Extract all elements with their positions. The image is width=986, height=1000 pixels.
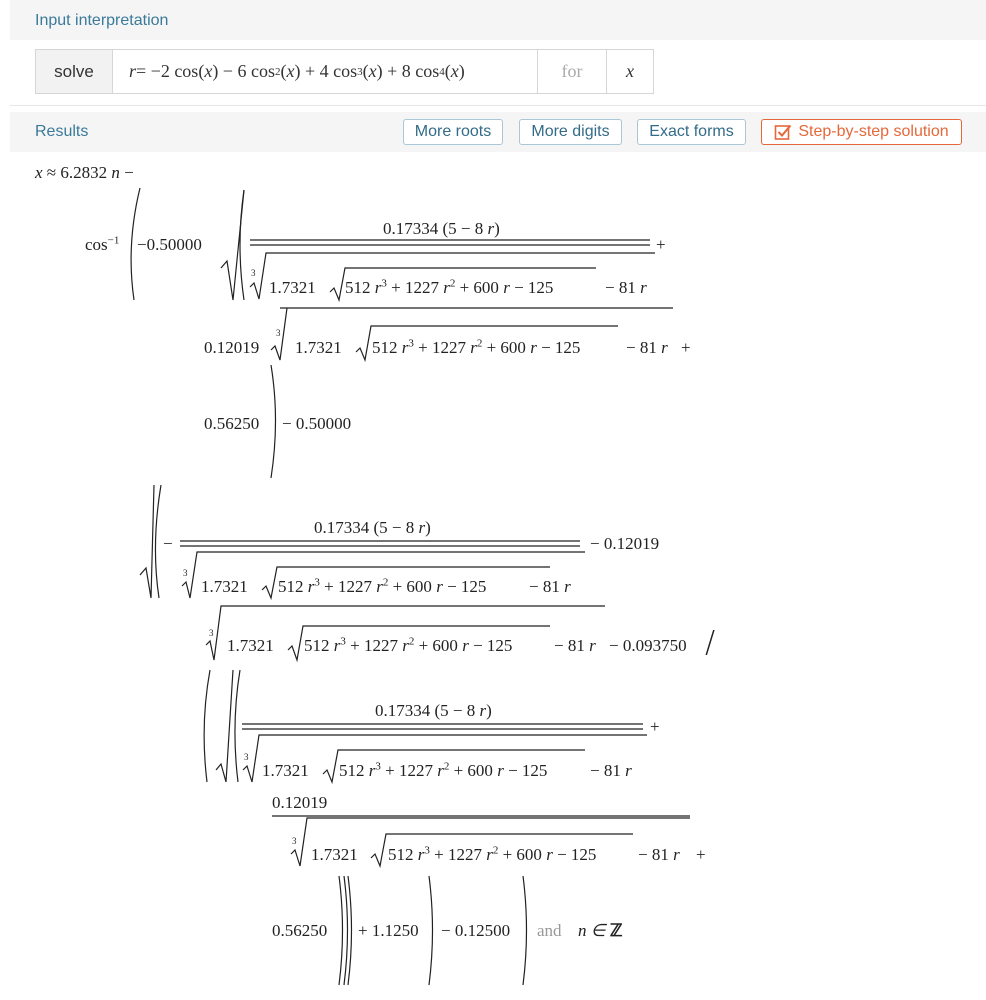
var-r: r (503, 278, 510, 297)
variable-cell: x (626, 61, 634, 81)
term: − 81 (590, 761, 626, 780)
eq-part: ( (444, 61, 451, 81)
division-slash: / (705, 625, 716, 660)
radical-sign (323, 750, 585, 782)
paren-left (235, 670, 240, 782)
coef-012019: 0.12019 (204, 338, 260, 357)
results-pod-title: Results (35, 123, 89, 140)
term: − 81 (638, 845, 674, 864)
poly-term: + 1227 (345, 636, 403, 655)
radical-sign (250, 253, 655, 299)
num-text: 0.17334 (5 − 8 (314, 518, 419, 537)
radical-sign (262, 567, 550, 598)
poly-term: + 1227 (319, 577, 377, 596)
sqrt3-coef: 1.7321 (311, 845, 358, 864)
exp: 3 (424, 844, 430, 857)
eq-part: = −2 cos( (136, 61, 205, 81)
minus-sign: − (163, 534, 173, 553)
paren: ) (425, 518, 431, 537)
eq-var: x (286, 61, 295, 81)
poly-term: − 125 (442, 577, 487, 596)
radical-sign (371, 834, 633, 866)
radical-sign (182, 552, 585, 598)
exp: 3 (381, 277, 387, 290)
var-x: x (35, 163, 43, 182)
poly-term: + 600 (414, 636, 463, 655)
paren-left (155, 485, 161, 598)
var-r: r (443, 278, 450, 297)
minus-half: − 0.50000 (282, 414, 352, 433)
eq-lhs: r (129, 61, 137, 81)
var-r: r (661, 338, 668, 357)
coef-056250: 0.56250 (204, 414, 260, 433)
eq-part: ( (362, 61, 369, 81)
paren-right (348, 876, 352, 985)
radical-sign (291, 818, 690, 866)
term: − 81 (605, 278, 641, 297)
radical-sign (216, 670, 233, 782)
paren-left (204, 670, 210, 782)
approx-value: ≈ 6.2832 (42, 163, 112, 182)
var-r: r (589, 636, 596, 655)
plus-11250: + 1.1250 (358, 921, 419, 940)
poly-term: + 1227 (413, 338, 471, 357)
radical-sign (356, 326, 618, 360)
sqrt3-coef: 1.7321 (201, 577, 248, 596)
poly-term: + 600 (498, 845, 547, 864)
sqrt3-coef: 1.7321 (295, 338, 342, 357)
poly-term: − 125 (552, 845, 597, 864)
exp: 2 (492, 844, 499, 857)
poly-term: + 1227 (429, 845, 487, 864)
poly-term: 512 (304, 636, 334, 655)
paren-right (271, 365, 276, 478)
var-r: r (564, 577, 571, 596)
exact-forms-button[interactable]: Exact forms (637, 119, 746, 145)
paren-left (131, 188, 140, 300)
eq-part: ) − 6 cos (212, 61, 275, 81)
var-r: r (470, 338, 477, 357)
var-r: r (497, 761, 504, 780)
var-r: r (673, 845, 680, 864)
coef-012019: 0.12019 (272, 793, 328, 812)
for-cell: for (538, 50, 607, 93)
more-roots-button[interactable]: More roots (403, 119, 503, 145)
poly-term: + 600 (388, 577, 437, 596)
poly-term: − 125 (468, 636, 513, 655)
plus-sign: + (650, 717, 660, 736)
more-digits-button[interactable]: More digits (519, 119, 622, 145)
var-r: r (402, 636, 409, 655)
exp: 3 (408, 337, 414, 350)
var-r: r (368, 761, 376, 780)
poly-term: 512 (339, 761, 369, 780)
minus-sign: − (119, 163, 134, 182)
exp: 2 (449, 277, 456, 290)
poly-term: + 600 (482, 338, 531, 357)
paren-right (429, 876, 433, 985)
poly-term: + 600 (449, 761, 498, 780)
eq-var: x (204, 61, 213, 81)
var-r: r (486, 845, 493, 864)
poly-term: + 1227 (386, 278, 444, 297)
poly-term: − 125 (509, 278, 554, 297)
poly-term: 512 (278, 577, 308, 596)
step-by-step-label: Step-by-step solution (798, 123, 949, 140)
eq-part: ( (280, 61, 287, 81)
poly-term: 512 (388, 845, 418, 864)
eq-part: ) (458, 61, 465, 81)
term: − 81 (626, 338, 662, 357)
var-r: r (401, 338, 409, 357)
var-r: r (487, 219, 495, 238)
poly-term: − 125 (503, 761, 548, 780)
exp: 2 (443, 760, 450, 773)
var-r: r (417, 845, 425, 864)
poly-term: + 600 (455, 278, 504, 297)
eq-var: x (450, 61, 459, 81)
eq-part: ) + 8 cos (376, 61, 440, 81)
num-text: 0.17334 (5 − 8 (375, 701, 480, 720)
var-r: r (530, 338, 537, 357)
n-in: n ∈ (578, 921, 610, 940)
radical-sign (271, 308, 287, 360)
integers-symbol: ℤ (609, 921, 623, 940)
var-r: r (625, 761, 632, 780)
cube-root-index: 3 (251, 268, 256, 278)
paren: ) (486, 701, 492, 720)
poly-term: 512 (345, 278, 375, 297)
minus-0093750: − 0.093750 (609, 636, 687, 655)
input-pod-title: Input interpretation (35, 12, 169, 29)
inverse-exponent: −1 (107, 234, 120, 247)
radical-sign (206, 606, 605, 660)
equation-cell: r = −2 cos( x ) − 6 cos 2 ( x ) + 4 cos 3 ( x ) + 8 cos 4 ( x ) (113, 50, 538, 93)
paren-left (240, 190, 244, 300)
var-r: r (333, 636, 341, 655)
var-n: n (111, 163, 120, 182)
paren-right (339, 876, 343, 985)
var-r: r (479, 701, 487, 720)
var-r: r (462, 636, 469, 655)
radical-sign (243, 735, 647, 782)
poly-term: − 125 (536, 338, 581, 357)
paren-right (523, 876, 527, 985)
var-r: r (436, 577, 443, 596)
radical-sign (330, 268, 596, 300)
term: − 81 (529, 577, 565, 596)
paren-right (344, 876, 348, 985)
exp: 3 (314, 576, 320, 589)
paren: ) (494, 219, 500, 238)
sqrt3-coef: 1.7321 (269, 278, 316, 297)
cube-root-index: 3 (209, 628, 214, 638)
var-r: r (418, 518, 426, 537)
exp: 3 (375, 760, 381, 773)
poly-term: + 1227 (380, 761, 438, 780)
cube-root-index: 3 (276, 328, 281, 338)
cube-root-index: 3 (244, 752, 249, 762)
coef-neg-half: −0.50000 (137, 235, 202, 254)
and-label: and (537, 921, 562, 940)
var-r: r (374, 278, 382, 297)
term: − 81 (554, 636, 590, 655)
plus-sign: + (696, 845, 706, 864)
exp: 2 (476, 337, 483, 350)
exp: 2 (382, 576, 389, 589)
sqrt3-coef: 1.7321 (227, 636, 274, 655)
num-text: 0.17334 (5 − 8 (383, 219, 488, 238)
coef-056250: 0.56250 (272, 921, 328, 940)
var-r: r (376, 577, 383, 596)
var-r: r (640, 278, 647, 297)
cos-label: cos (85, 235, 108, 254)
var-r: r (307, 577, 315, 596)
exp: 3 (340, 635, 346, 648)
eq-part: ) + 4 cos (294, 61, 358, 81)
sqrt3-coef: 1.7321 (262, 761, 309, 780)
plus-sign: + (656, 235, 666, 254)
plus-sign: + (681, 338, 691, 357)
command-cell: solve (36, 50, 113, 93)
var-r: r (546, 845, 553, 864)
radical-sign (140, 485, 154, 598)
cube-root-index: 3 (292, 836, 297, 846)
eq-var: x (368, 61, 377, 81)
poly-term: 512 (372, 338, 402, 357)
radical-sign (288, 626, 550, 660)
var-r: r (437, 761, 444, 780)
minus-012019: − 0.12019 (590, 534, 660, 553)
cube-root-index: 3 (183, 568, 188, 578)
minus-012500: − 0.12500 (441, 921, 511, 940)
exp: 2 (408, 635, 415, 648)
